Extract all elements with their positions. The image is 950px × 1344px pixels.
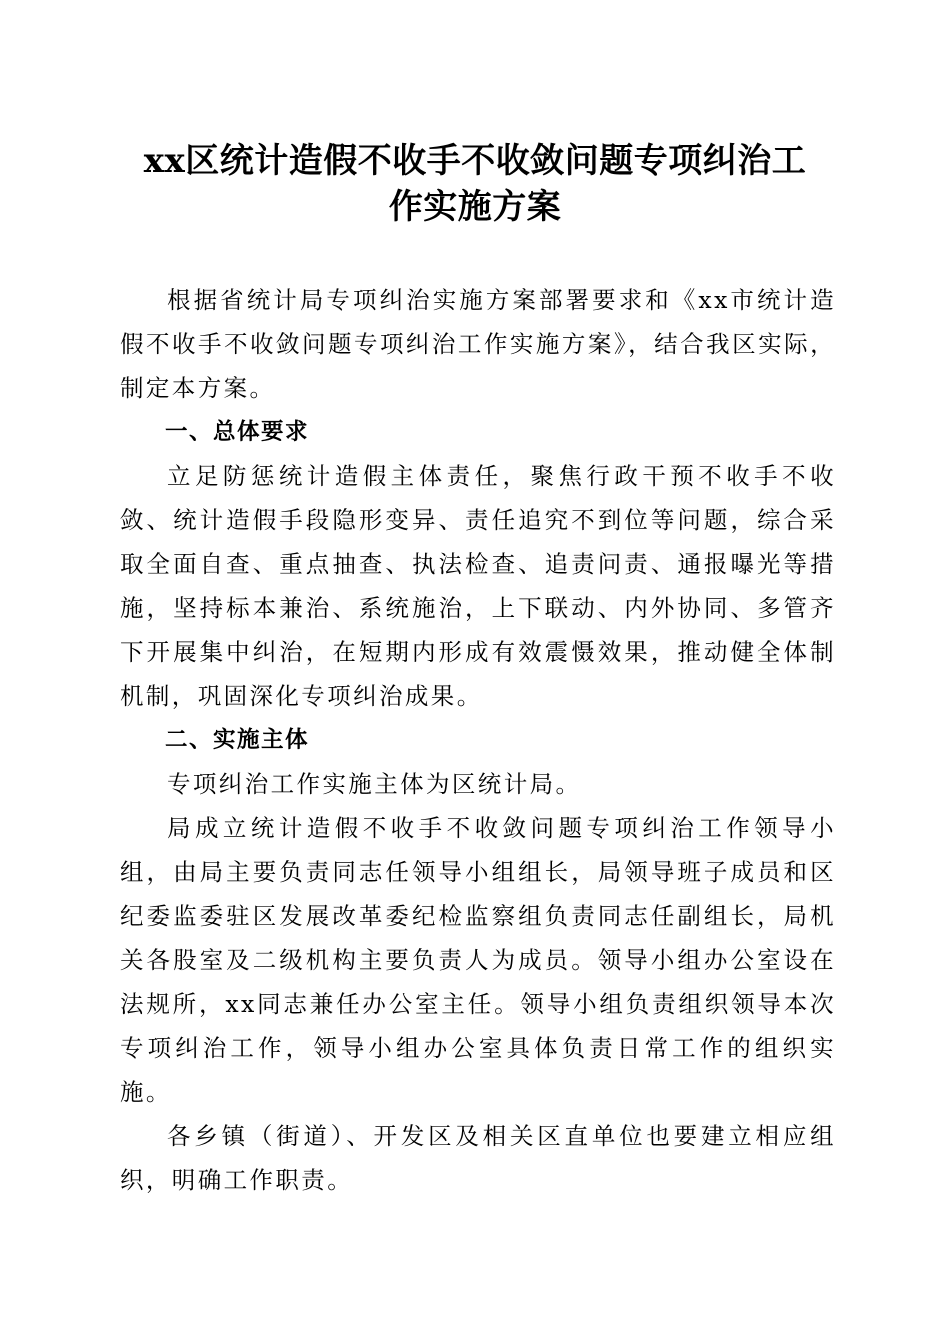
section-heading-general-requirements: 一、总体要求	[165, 419, 310, 445]
intro-paragraph: 根据省统计局专项纠治实施方案部署要求和《xx市统计造假不收手不收敛问题专项纠治工作实施方案》，结合我区实际，制定本方案。	[120, 286, 836, 402]
document-body	[120, 278, 836, 1202]
title-line-1: xx区统计造假不收手不收敛问题专项纠治工	[143, 141, 807, 181]
section-1-paragraph-1: 立足防惩统计造假主体责任，聚焦行政干预不收手不收敛、统计造假手段隐形变异、责任追究不到位等问题，综合采取全面自查、重点抽查、执法检查、追责问责、通报曝光等措施，坚持标本兼治、系统施治，上下联动、内外协同、多管齐下开展集中纠治，在短期内形成有效震慑效果，推动健全体制机制，巩固深化专项纠治成果。	[120, 462, 836, 710]
section-heading-implementation-body: 二、实施主体	[165, 727, 310, 753]
section-2-paragraph-2: 局成立统计造假不收手不收敛问题专项纠治工作领导小组，由局主要负责同志任领导小组组长，局领导班子成员和区纪委监委驻区发展改革委纪检监察组负责同志任副组长，局机关各股室及二级机构主要负责人为成员。领导小组办公室设在法规所，xx同志兼任办公室主任。领导小组负责组织领导本次专项纠治工作，领导小组办公室具体负责日常工作的组织实施。	[120, 814, 836, 1106]
document-title	[110, 138, 840, 230]
title-line-2: 作实施方案	[388, 187, 562, 227]
section-2-paragraph-3: 各乡镇（街道）、开发区及相关区直单位也要建立相应组织，明确工作职责。	[120, 1122, 836, 1194]
section-2-paragraph-1: 专项纠治工作实施主体为区统计局。	[167, 770, 582, 798]
